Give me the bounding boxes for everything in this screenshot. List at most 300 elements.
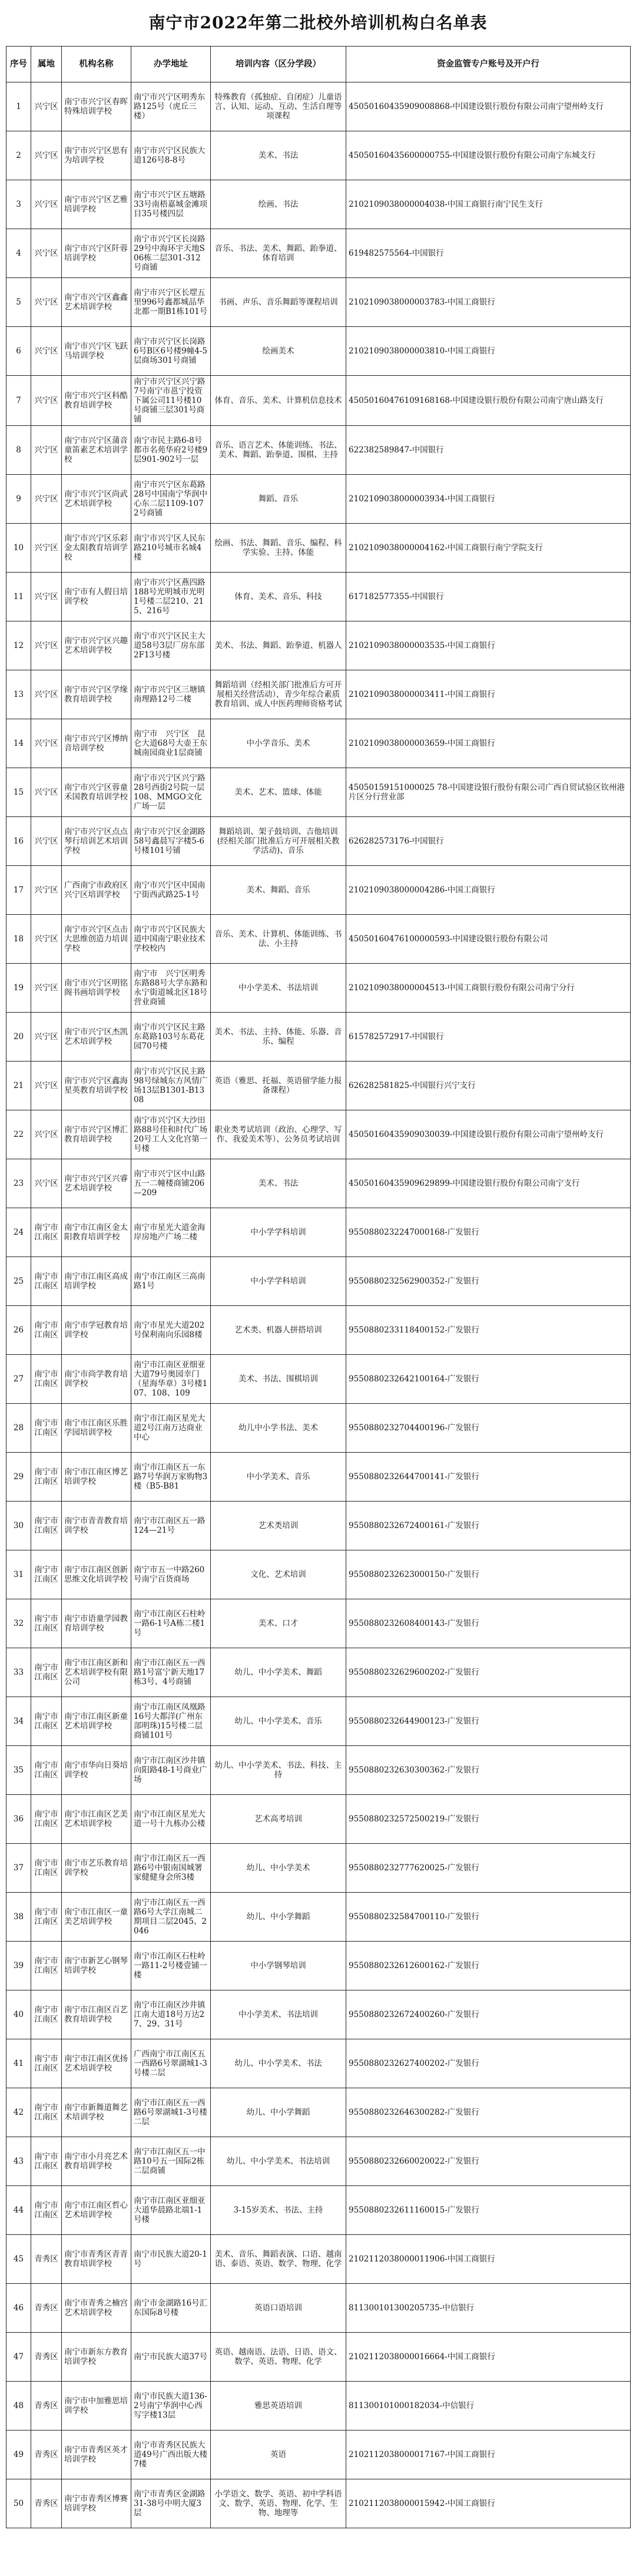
row-address: 南宁市江南区三高南路1号 <box>131 1257 211 1306</box>
row-address: 南宁市兴宁区民主路东葛路103号东葛花园70号楼 <box>131 1013 211 1062</box>
row-district: 南宁市江南区 <box>31 1795 62 1844</box>
row-training-content: 艺术类、机器人拼搭培训 <box>211 1306 346 1355</box>
row-district: 兴宁区 <box>31 524 62 573</box>
row-district: 兴宁区 <box>31 229 62 278</box>
row-address: 南宁市五一中路260号南宁百货商场 <box>131 1550 211 1599</box>
row-index: 33 <box>6 1648 31 1697</box>
table-row <box>6 1746 631 1795</box>
row-index: 49 <box>6 2430 31 2479</box>
row-district: 兴宁区 <box>31 180 62 229</box>
row-institution-name: 南宁市江南区优扬艺术培训学校 <box>62 2039 131 2088</box>
table-row <box>6 1599 631 1648</box>
row-index: 2 <box>6 131 31 180</box>
row-index: 12 <box>6 621 31 670</box>
row-district: 兴宁区 <box>31 376 62 426</box>
table-row <box>6 1942 631 1990</box>
row-institution-name: 南宁市江南区艺美艺术培训学校 <box>62 1795 131 1844</box>
table-row <box>6 475 631 524</box>
row-training-content: 英语（雅思、托福、英语留学能力报备课程） <box>211 1062 346 1110</box>
row-address: 南宁市兴宁区明秀东路125号（虎丘三楼） <box>131 82 211 131</box>
row-address: 南宁市 兴宁区 昆仑大道68号大壶王东城南园商业1层商铺 <box>131 719 211 768</box>
row-district: 南宁市江南区 <box>31 2186 62 2235</box>
row-institution-name: 南宁市小月亮艺术教育培训学校 <box>62 2137 131 2186</box>
row-training-content: 幼儿、中小学美术、舞蹈 <box>211 1648 346 1697</box>
row-district: 兴宁区 <box>31 131 62 180</box>
row-training-content: 美术、口才 <box>211 1599 346 1648</box>
row-account: 615782572917-中国银行 <box>346 1013 631 1062</box>
row-account: 9550880232642100164-广发银行 <box>346 1355 631 1404</box>
row-training-content: 舞蹈培训（经相关部门批准后方可开展相关经营活动），青少年综合素质教育培训、成人中医药理师资格考试 <box>211 670 346 719</box>
row-address: 南宁市 兴宁区明秀东路88号大学东路和永宁街道城北区18号营业商铺 <box>131 964 211 1013</box>
row-account: 45050160435909008868-中国建设银行股份有限公司南宁望州岭支行 <box>346 82 631 131</box>
row-institution-name: 广西南宁市政府区兴宁区培训学校 <box>62 866 131 915</box>
row-account: 9550880232623000150-广发银行 <box>346 1550 631 1599</box>
row-account: 9550880232572500219-广发银行 <box>346 1795 631 1844</box>
row-institution-name: 南宁市青青教育培训学校 <box>62 1502 131 1550</box>
row-training-content: 音乐、语言艺术、体能训练、书法、美术、舞蹈、跆拳道、围棋、主持 <box>211 426 346 475</box>
row-address: 南宁市兴宁区人民东路210号城市名城4楼 <box>131 524 211 573</box>
row-account: 45050160435909030039-中国建设银行股份有限公司南宁望州岭支行 <box>346 1110 631 1159</box>
table-row <box>6 1306 631 1355</box>
row-district: 南宁市江南区 <box>31 2088 62 2137</box>
table-row <box>6 1844 631 1893</box>
table-row <box>6 2333 631 2382</box>
table-row <box>6 1208 631 1257</box>
whitelist-table <box>6 46 631 2528</box>
row-district: 南宁市江南区 <box>31 1844 62 1893</box>
row-index: 32 <box>6 1599 31 1648</box>
row-index: 24 <box>6 1208 31 1257</box>
header-row <box>6 47 631 82</box>
row-address: 南宁市兴宁区金湖路58号鑫晨写字楼5-6号楼101号铺 <box>131 817 211 866</box>
row-institution-name: 南宁市中加雅思培训学校 <box>62 2382 131 2430</box>
row-account: 2102112038000015942-中国工商银行 <box>346 2479 631 2528</box>
row-training-content: 美术、书法、主持、体能、乐器、音乐、编程 <box>211 1013 346 1062</box>
row-account: 9550880232646300282-广发银行 <box>346 2088 631 2137</box>
row-index: 40 <box>6 1990 31 2039</box>
row-address: 南宁市兴宁区民主大道58号3层厂房东部2F13号楼 <box>131 621 211 670</box>
row-index: 30 <box>6 1502 31 1550</box>
row-institution-name: 南宁市江南区哲心艺术培训学校 <box>62 2186 131 2235</box>
row-address: 南宁市江南区五一路124—21号 <box>131 1502 211 1550</box>
row-district: 兴宁区 <box>31 719 62 768</box>
table-row <box>6 1990 631 2039</box>
row-institution-name: 南宁市新东方教育培训学校 <box>62 2333 131 2382</box>
row-index: 29 <box>6 1453 31 1502</box>
row-institution-name: 南宁市兴宁区艺雅培训学校 <box>62 180 131 229</box>
row-institution-name: 南宁市江南区新和艺术培训学校有限公司 <box>62 1648 131 1697</box>
row-institution-name: 南宁市兴宁区明铭阁书画培训学校 <box>62 964 131 1013</box>
row-district: 南宁市江南区 <box>31 1550 62 1599</box>
row-training-content: 绘画、书法、舞蹈、音乐、编程、科学实验、主持、体能 <box>211 524 346 573</box>
row-address: 南宁市兴宁区兴宁路28号西街2号院一层108、MMGO文化广场一层 <box>131 768 211 817</box>
row-address: 南宁市民族大道20-1号 <box>131 2235 211 2284</box>
row-address: 南宁市兴宁区兴宁路7号南宁市邕宁投资下属公司11号楼10号商铺三层301号商铺 <box>131 376 211 426</box>
table-header <box>6 47 631 82</box>
row-institution-name: 南宁市有人假日培训学校 <box>62 573 131 621</box>
row-district: 兴宁区 <box>31 1013 62 1062</box>
row-institution-name: 南宁市江南区一童美艺培训学校 <box>62 1893 131 1942</box>
row-account: 45050160435600000755-中国建设银行股份有限公司南宁东城支行 <box>346 131 631 180</box>
row-index: 13 <box>6 670 31 719</box>
row-index: 47 <box>6 2333 31 2382</box>
header-account: 资金监管专户账号及开户行 <box>346 47 631 82</box>
row-institution-name: 南宁市青秀区博赛培训学校 <box>62 2479 131 2528</box>
row-index: 34 <box>6 1697 31 1746</box>
row-index: 4 <box>6 229 31 278</box>
row-index: 25 <box>6 1257 31 1306</box>
row-account: 45050160435909629899-中国建设银行股份有限公司南宁支行 <box>346 1159 631 1208</box>
row-index: 39 <box>6 1942 31 1990</box>
row-address: 南宁市江南区石柱岭一路6-1号A栋二楼1号 <box>131 1599 211 1648</box>
row-district: 南宁市江南区 <box>31 1502 62 1550</box>
row-district: 兴宁区 <box>31 621 62 670</box>
row-institution-name: 南宁市兴宁区兴睿艺术培训学校 <box>62 1159 131 1208</box>
row-training-content: 绘画美术 <box>211 327 346 376</box>
row-index: 20 <box>6 1013 31 1062</box>
row-index: 46 <box>6 2284 31 2333</box>
row-index: 7 <box>6 376 31 426</box>
row-institution-name: 南宁市兴宁区飞跃马培训学校 <box>62 327 131 376</box>
row-training-content: 美术、书法、舞蹈、跆拳道、机器人 <box>211 621 346 670</box>
row-index: 16 <box>6 817 31 866</box>
row-district: 南宁市江南区 <box>31 1893 62 1942</box>
table-row <box>6 964 631 1013</box>
row-institution-name: 南宁市兴宁区思有为培训学校 <box>62 131 131 180</box>
row-training-content: 雅思英语培训 <box>211 2382 346 2430</box>
row-address: 南宁市星光大道金海岸房地产广场二楼 <box>131 1208 211 1257</box>
row-account: 2102112038000011906-中国工商银行 <box>346 2235 631 2284</box>
row-account: 2102109038000004513-中国工商银行股份有限公司南宁分行 <box>346 964 631 1013</box>
row-index: 28 <box>6 1404 31 1453</box>
row-index: 6 <box>6 327 31 376</box>
row-district: 兴宁区 <box>31 426 62 475</box>
table-row <box>6 670 631 719</box>
table-row <box>6 1110 631 1159</box>
row-district: 青秀区 <box>31 2382 62 2430</box>
row-training-content: 绘画、书法 <box>211 180 346 229</box>
document-title: 南宁市2022年第二批校外培训机构白名单表 <box>148 13 488 32</box>
row-index: 37 <box>6 1844 31 1893</box>
row-index: 31 <box>6 1550 31 1599</box>
row-district: 青秀区 <box>31 2479 62 2528</box>
row-account: 9550880233118400152-广发银行 <box>346 1306 631 1355</box>
row-account: 626282573176-中国银行 <box>346 817 631 866</box>
table-row <box>6 1502 631 1550</box>
row-training-content: 中小学学科培训 <box>211 1208 346 1257</box>
table-row <box>6 1257 631 1306</box>
row-address: 南宁市兴宁区长堽五里996号鑫都城品华北都一期B1栋101号 <box>131 278 211 327</box>
row-account: 622382589847-中国银行 <box>346 426 631 475</box>
row-institution-name: 南宁市青秀区青青教育培训学校 <box>62 2235 131 2284</box>
row-institution-name: 南宁市江南区高成培训学校 <box>62 1257 131 1306</box>
row-training-content: 舞蹈、音乐 <box>211 475 346 524</box>
table-row <box>6 1013 631 1062</box>
row-account: 9550880232612600162-广发银行 <box>346 1942 631 1990</box>
row-account: 2102109038000003934-中国工商银行 <box>346 475 631 524</box>
row-address: 广西南宁市江南区五一西路6号翠湖城1-3号楼二层 <box>131 2039 211 2088</box>
row-training-content: 中小学音乐、美术 <box>211 719 346 768</box>
row-institution-name: 南宁市江南区乐胜学园培训学校 <box>62 1404 131 1453</box>
row-account: 2102109038000003810-中国工商银行 <box>346 327 631 376</box>
row-address: 南宁市江南区五一西路6号中银南国城署家健健身会所3楼 <box>131 1844 211 1893</box>
row-account: 45050160476100000593-中国建设银行股份有限公司 <box>346 915 631 964</box>
row-index: 8 <box>6 426 31 475</box>
row-index: 43 <box>6 2137 31 2186</box>
row-account: 45050160476109168168-中国建设银行股份有限公司南宁唐山路支行 <box>346 376 631 426</box>
row-district: 南宁市江南区 <box>31 1942 62 1990</box>
row-index: 19 <box>6 964 31 1013</box>
row-institution-name: 南宁市新舞道舞艺术培训学校 <box>62 2088 131 2137</box>
row-institution-name: 南宁市兴宁区尚武艺术培训学校 <box>62 475 131 524</box>
table-row <box>6 1697 631 1746</box>
row-institution-name: 南宁市青秀区英才培训学校 <box>62 2430 131 2479</box>
row-district: 兴宁区 <box>31 817 62 866</box>
header-institution-name: 机构名称 <box>62 47 131 82</box>
row-account: 2102109038000003783-中国工商银行 <box>346 278 631 327</box>
table-row <box>6 2284 631 2333</box>
row-district: 青秀区 <box>31 2430 62 2479</box>
row-training-content: 中小学美术、音乐 <box>211 1453 346 1502</box>
row-address: 南宁市江南区沙井镇江南大道18号万达27、29、31号 <box>131 1990 211 2039</box>
row-district: 兴宁区 <box>31 1159 62 1208</box>
row-address: 南宁市江南区五一西路6号大学江南城二期项目二层2045、2046 <box>131 1893 211 1942</box>
row-institution-name: 南宁市江南区博艺培训学校 <box>62 1453 131 1502</box>
row-institution-name: 南宁市江南区新童艺术培训学校 <box>62 1697 131 1746</box>
row-training-content: 中小学钢琴培训 <box>211 1942 346 1990</box>
row-address: 南宁市兴宁区中国南宁街西武路25-1号 <box>131 866 211 915</box>
table-row <box>6 278 631 327</box>
row-district: 兴宁区 <box>31 573 62 621</box>
row-address: 南宁市江南区五一中路10号五一国际2栋二层商铺 <box>131 2137 211 2186</box>
row-account: 9550880232704400196-广发银行 <box>346 1404 631 1453</box>
row-address: 南宁市兴宁区民族大道中国南宁职业技术学校校内 <box>131 915 211 964</box>
row-index: 3 <box>6 180 31 229</box>
row-district: 南宁市江南区 <box>31 1404 62 1453</box>
row-address: 南宁市青秀区金湖路31-38号中明大厦3层 <box>131 2479 211 2528</box>
row-institution-name: 南宁市艺乐教育培训学校 <box>62 1844 131 1893</box>
row-institution-name: 南宁市兴宁区春晖特殊培训学校 <box>62 82 131 131</box>
row-district: 兴宁区 <box>31 915 62 964</box>
row-address: 南宁市江南区凤凰路16号大都洋(广州东部明珠)15号楼二层商铺101号 <box>131 1697 211 1746</box>
header-index: 序号 <box>6 47 31 82</box>
table-row <box>6 2382 631 2430</box>
row-institution-name: 南宁市兴宁区科酷教育培训学校 <box>62 376 131 426</box>
row-address: 南宁市兴宁区中山路五一二幢楼商铺206—209 <box>131 1159 211 1208</box>
row-account: 9550880232247000168-广发银行 <box>346 1208 631 1257</box>
row-institution-name: 南宁市兴宁区点点琴行培训艺术培训学校 <box>62 817 131 866</box>
row-training-content: 中小学学科培训 <box>211 1257 346 1306</box>
row-district: 兴宁区 <box>31 1062 62 1110</box>
row-account: 9550880232611160015-广发银行 <box>346 2186 631 2235</box>
row-institution-name: 南宁市兴宁区鑫海星英教育培训学校 <box>62 1062 131 1110</box>
table-row <box>6 1893 631 1942</box>
table-row <box>6 2088 631 2137</box>
row-training-content: 幼儿、中小学舞蹈 <box>211 1893 346 1942</box>
row-account: 9550880232777620025-广发银行 <box>346 1844 631 1893</box>
row-account: 811300101000182034-中信银行 <box>346 2382 631 2430</box>
table-row <box>6 1355 631 1404</box>
row-account: 2102109038000003535-中国工商银行 <box>346 621 631 670</box>
row-address: 南宁市江南区五一西路1号富宁新天地17栋3号、4号商铺 <box>131 1648 211 1697</box>
table-row <box>6 131 631 180</box>
row-institution-name: 南宁市兴宁区乐彩金太阳教育培训学校 <box>62 524 131 573</box>
row-index: 22 <box>6 1110 31 1159</box>
row-account: 2102112038000017167-中国工商银行 <box>346 2430 631 2479</box>
row-index: 18 <box>6 915 31 964</box>
row-institution-name: 南宁市江南区百艺教育培训学校 <box>62 1990 131 2039</box>
row-index: 35 <box>6 1746 31 1795</box>
table-row <box>6 2479 631 2528</box>
row-training-content: 中小学美术、书法培训 <box>211 964 346 1013</box>
row-address: 南宁市金湖路16号汇东国际8号楼 <box>131 2284 211 2333</box>
row-institution-name: 南宁市新艺心钢琴培训学校 <box>62 1942 131 1990</box>
header-address: 办学地址 <box>131 47 211 82</box>
row-address: 南宁市江南区五一东路7号华润万家购物3楼（B5-B81 <box>131 1453 211 1502</box>
row-address: 南宁市兴宁区东葛路28号中国南宁华润中心东二层1109-1072号商铺 <box>131 475 211 524</box>
row-district: 兴宁区 <box>31 964 62 1013</box>
row-account: 2102109038000004286-中国工商银行 <box>346 866 631 915</box>
row-institution-name: 南宁市兴宁区蓉童禾国教育培训学校 <box>62 768 131 817</box>
row-account: 9550880232672400260-广发银行 <box>346 1990 631 2039</box>
row-institution-name: 南宁市江南区金太阳教育培训学校 <box>62 1208 131 1257</box>
row-training-content: 幼儿、中小学美术、书法培训 <box>211 2137 346 2186</box>
table-row <box>6 2039 631 2088</box>
row-index: 38 <box>6 1893 31 1942</box>
row-address: 南宁市星光大道202号保利南向乐园8楼 <box>131 1306 211 1355</box>
row-training-content: 舞蹈培训、架子鼓培训、吉他培训(经相关部门批准后方可开展相关教学活动)、音乐 <box>211 817 346 866</box>
row-district: 南宁市江南区 <box>31 1355 62 1404</box>
row-address: 南宁市江南区五一西路6号翠湖城1-3号楼二层 <box>131 2088 211 2137</box>
table-row <box>6 1062 631 1110</box>
row-district: 兴宁区 <box>31 670 62 719</box>
row-training-content: 美术、音乐、舞蹈表演、口语、越南语、泰语、英语、数学、物理、化学 <box>211 2235 346 2284</box>
row-institution-name: 南宁市兴宁区蒲音童笛素艺术培训学校 <box>62 426 131 475</box>
row-district: 兴宁区 <box>31 82 62 131</box>
row-address: 南宁市江南区星光大道一号十九栋办公楼 <box>131 1795 211 1844</box>
row-address: 南宁市民族大道37号 <box>131 2333 211 2382</box>
row-index: 14 <box>6 719 31 768</box>
row-index: 48 <box>6 2382 31 2430</box>
table-row <box>6 1453 631 1502</box>
row-index: 50 <box>6 2479 31 2528</box>
table-row <box>6 2137 631 2186</box>
row-account: 2102109038000003411-中国工商银行 <box>346 670 631 719</box>
table-row <box>6 376 631 426</box>
table-row <box>6 2430 631 2479</box>
row-account: 9550880232584700110-广发银行 <box>346 1893 631 1942</box>
row-address: 南宁市江南区亚细亚大道79号奥园幸门（星海华章）3号楼107、108、109 <box>131 1355 211 1404</box>
row-address: 南宁市兴宁区大沙田路88号佳和时代广场20号工人文化宫第一号楼 <box>131 1110 211 1159</box>
row-account: 9550880232562900352-广发银行 <box>346 1257 631 1306</box>
row-account: 9550880232644900123-广发银行 <box>346 1697 631 1746</box>
row-account: 811300101300205735-中信银行 <box>346 2284 631 2333</box>
row-district: 南宁市江南区 <box>31 1453 62 1502</box>
row-district: 兴宁区 <box>31 327 62 376</box>
row-index: 42 <box>6 2088 31 2137</box>
table-row <box>6 524 631 573</box>
row-account: 45050159151000025 78-中国建设银行股份有限公司广西自贸试验区钦州港片区分行营业部 <box>346 768 631 817</box>
row-account: 619482575564-中国银行 <box>346 229 631 278</box>
row-institution-name: 南宁市语童学园教育培训学校 <box>62 1599 131 1648</box>
table-row <box>6 426 631 475</box>
row-index: 41 <box>6 2039 31 2088</box>
row-account: 9550880232627400202-广发银行 <box>346 2039 631 2088</box>
row-training-content: 美术、艺术、篮球、体能 <box>211 768 346 817</box>
table-row <box>6 327 631 376</box>
row-address: 南宁市民主路6-8号都市名苑华府2号楼9层901-902号一层 <box>131 426 211 475</box>
row-institution-name: 南宁市华向日葵培训学校 <box>62 1746 131 1795</box>
row-training-content: 幼儿、中小学美术、书法、科技、主持 <box>211 1746 346 1795</box>
row-district: 兴宁区 <box>31 278 62 327</box>
row-index: 10 <box>6 524 31 573</box>
row-institution-name: 南宁市兴宁区博纳音培训学校 <box>62 719 131 768</box>
row-district: 青秀区 <box>31 2284 62 2333</box>
row-district: 兴宁区 <box>31 866 62 915</box>
row-training-content: 英语 <box>211 2430 346 2479</box>
table-row <box>6 1159 631 1208</box>
row-institution-name: 南宁市兴宁区学缘教育培训学校 <box>62 670 131 719</box>
row-training-content: 书画、声乐、音乐舞蹈等课程培训 <box>211 278 346 327</box>
table-row <box>6 2186 631 2235</box>
row-training-content: 美术、书法 <box>211 131 346 180</box>
row-index: 5 <box>6 278 31 327</box>
row-address: 南宁市兴宁区民族大道126号8-8号 <box>131 131 211 180</box>
row-training-content: 艺术高考培训 <box>211 1795 346 1844</box>
row-district: 南宁市江南区 <box>31 1306 62 1355</box>
table-row <box>6 2235 631 2284</box>
table-row <box>6 573 631 621</box>
row-address: 南宁市青秀区民族大道49号广西出版大楼7楼 <box>131 2430 211 2479</box>
row-institution-name: 南宁市尚学教育培训学校 <box>62 1355 131 1404</box>
row-address: 南宁市兴宁区民主路98号绿城东方风情广场13层B1301-B1308 <box>131 1062 211 1110</box>
row-address: 南宁市兴宁区燕四路188号光明城市光明1号楼二层210、215、216号 <box>131 573 211 621</box>
row-district: 兴宁区 <box>31 475 62 524</box>
row-account: 9550880232608400143-广发银行 <box>346 1599 631 1648</box>
row-institution-name: 南宁市兴宁区鑫鑫艺术培训学校 <box>62 278 131 327</box>
row-district: 南宁市江南区 <box>31 1648 62 1697</box>
row-index: 17 <box>6 866 31 915</box>
row-institution-name: 南宁市兴宁区博汇教育培训学校 <box>62 1110 131 1159</box>
header-training-content: 培训内容（区分学段） <box>211 47 346 82</box>
row-account: 9550880232644700141-广发银行 <box>346 1453 631 1502</box>
row-index: 36 <box>6 1795 31 1844</box>
table-row <box>6 229 631 278</box>
row-training-content: 英语、越南语、法语、日语、语文、数学、英语、物理、化学 <box>211 2333 346 2382</box>
row-account: 9550880232672400161-广发银行 <box>346 1502 631 1550</box>
row-institution-name: 南宁市学冠教育培训学校 <box>62 1306 131 1355</box>
table-row <box>6 180 631 229</box>
table-row <box>6 866 631 915</box>
table-row <box>6 817 631 866</box>
row-district: 南宁市江南区 <box>31 1990 62 2039</box>
row-account: 617182577355-中国银行 <box>346 573 631 621</box>
row-address: 南宁市兴宁区长岗路29号中海环宇天地S06栋二层301-312号商铺 <box>131 229 211 278</box>
row-index: 1 <box>6 82 31 131</box>
row-training-content: 幼儿、中小学美术、音乐 <box>211 1697 346 1746</box>
row-account: 626282581825-中国银行兴宁支行 <box>346 1062 631 1110</box>
row-training-content: 美术、书法 <box>211 1159 346 1208</box>
row-index: 11 <box>6 573 31 621</box>
row-index: 44 <box>6 2186 31 2235</box>
row-district: 南宁市江南区 <box>31 1257 62 1306</box>
row-address: 南宁市兴宁区长岗路6号B区6号楼9幢4-5层商场301号商铺 <box>131 327 211 376</box>
row-account: 2102112038000016664-中国工商银行 <box>346 2333 631 2382</box>
row-training-content: 中小学美术、书法培训 <box>211 1990 346 2039</box>
row-district: 兴宁区 <box>31 1110 62 1159</box>
row-account: 9550880232660020022-广发银行 <box>346 2137 631 2186</box>
row-training-content: 幼儿、中小学美术 <box>211 1844 346 1893</box>
